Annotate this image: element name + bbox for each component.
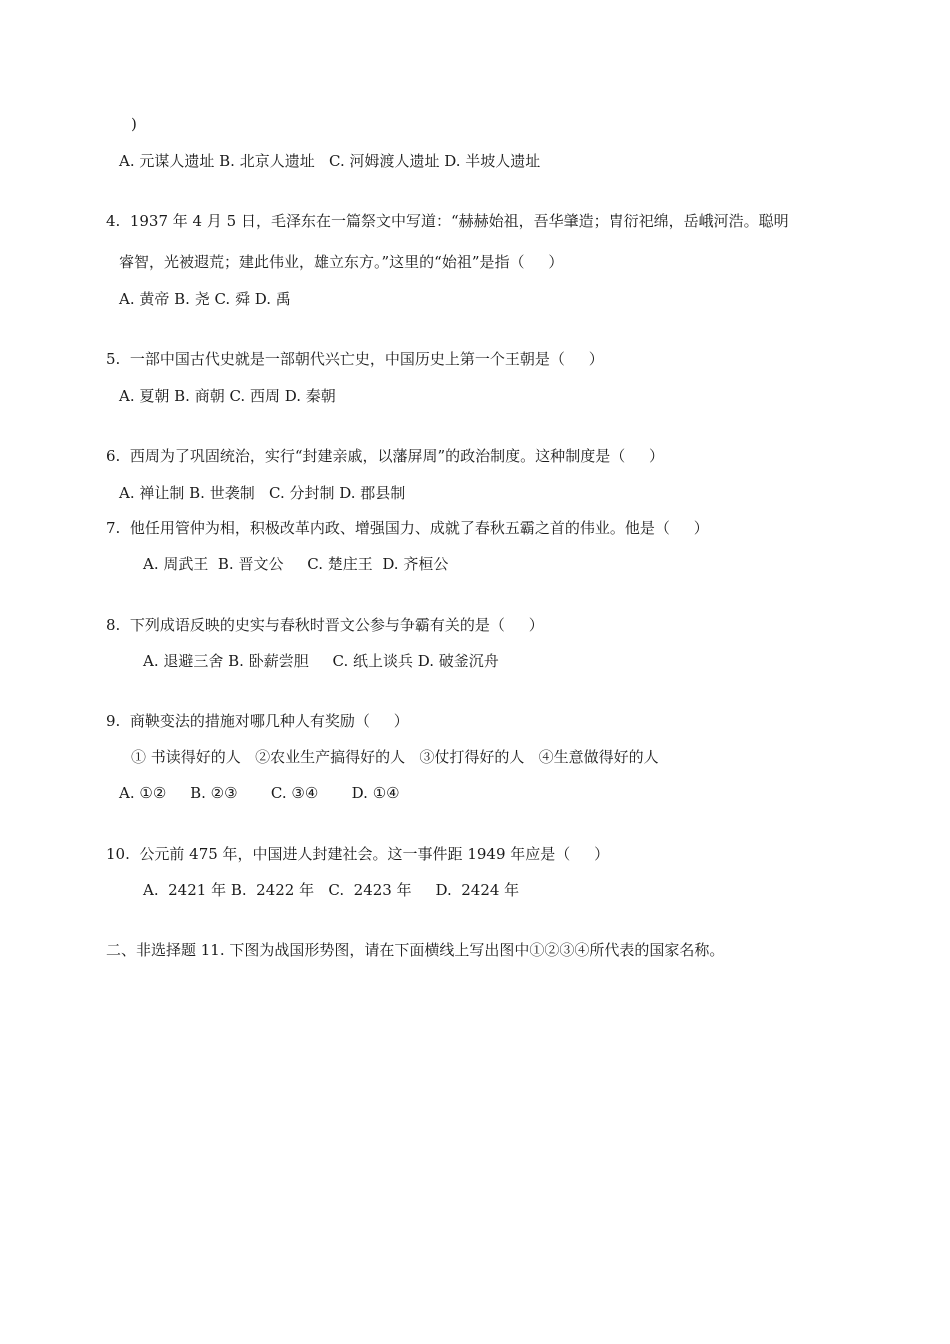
q8-stem: 8. 下列成语反映的史实与春秋时晋文公参与争霸有关的是（ ） [106,616,544,634]
q10-stem: 10. 公元前 475 年，中国进人封建社会。这一事件距 1949 年应是（ ） [106,845,610,863]
q4-stem-line1: 4. 1937 年 4 月 5 日，毛泽东在一篇祭文中写道：“赫赫始祖，吾华肇造；胄衍祀绵，岳峨河浩。聪明 [106,212,789,230]
q3-options: A. 元谋人遗址 B. 北京人遗址 C. 河姆渡人遗址 D. 半坡人遗址 [119,152,541,170]
q4-stem-line2: 睿智，光被遐荒；建此伟业，雄立东方。”这里的“始祖”是指（ ） [119,253,564,271]
q9-stem: 9. 商鞅变法的措施对哪几种人有奖励（ ） [106,712,409,730]
q6-stem: 6. 西周为了巩固统治，实行“封建亲戚，以藩屏周”的政治制度。这种制度是（ ） [106,447,665,465]
q8-options: A. 退避三舍 B. 卧薪尝胆 C. 纸上谈兵 D. 破釜沉舟 [143,652,499,670]
q5-stem: 5. 一部中国古代史就是一部朝代兴亡史，中国历史上第一个王朝是（ ） [106,350,604,368]
q9-options: A. ①② B. ②③ C. ③④ D. ①④ [119,784,400,802]
q7-stem: 7. 他任用管仲为相，积极改革内政、增强国力、成就了春秋五霸之首的伟业。他是（ ） [106,519,709,537]
q4-options: A. 黄帝 B. 尧 C. 舜 D. 禹 [119,290,291,308]
q6-options: A. 禅让制 B. 世袭制 C. 分封制 D. 郡县制 [119,484,406,502]
q10-options: A. 2421 年 B. 2422 年 C. 2423 年 D. 2424 年 [143,881,520,899]
q5-options: A. 夏朝 B. 商朝 C. 西周 D. 秦朝 [119,387,336,405]
section2-heading-q11: 二、非选择题 11. 下图为战国形势图，请在下面横线上写出图中①②③④所代表的国家名称。 [106,941,725,959]
q3-closing-paren: ) [131,115,137,133]
q7-options: A. 周武王 B. 晋文公 C. 楚庄王 D. 齐桓公 [143,555,449,573]
q9-items: ① 书读得好的人 ②农业生产搞得好的人 ③仗打得好的人 ④生意做得好的人 [131,748,659,766]
